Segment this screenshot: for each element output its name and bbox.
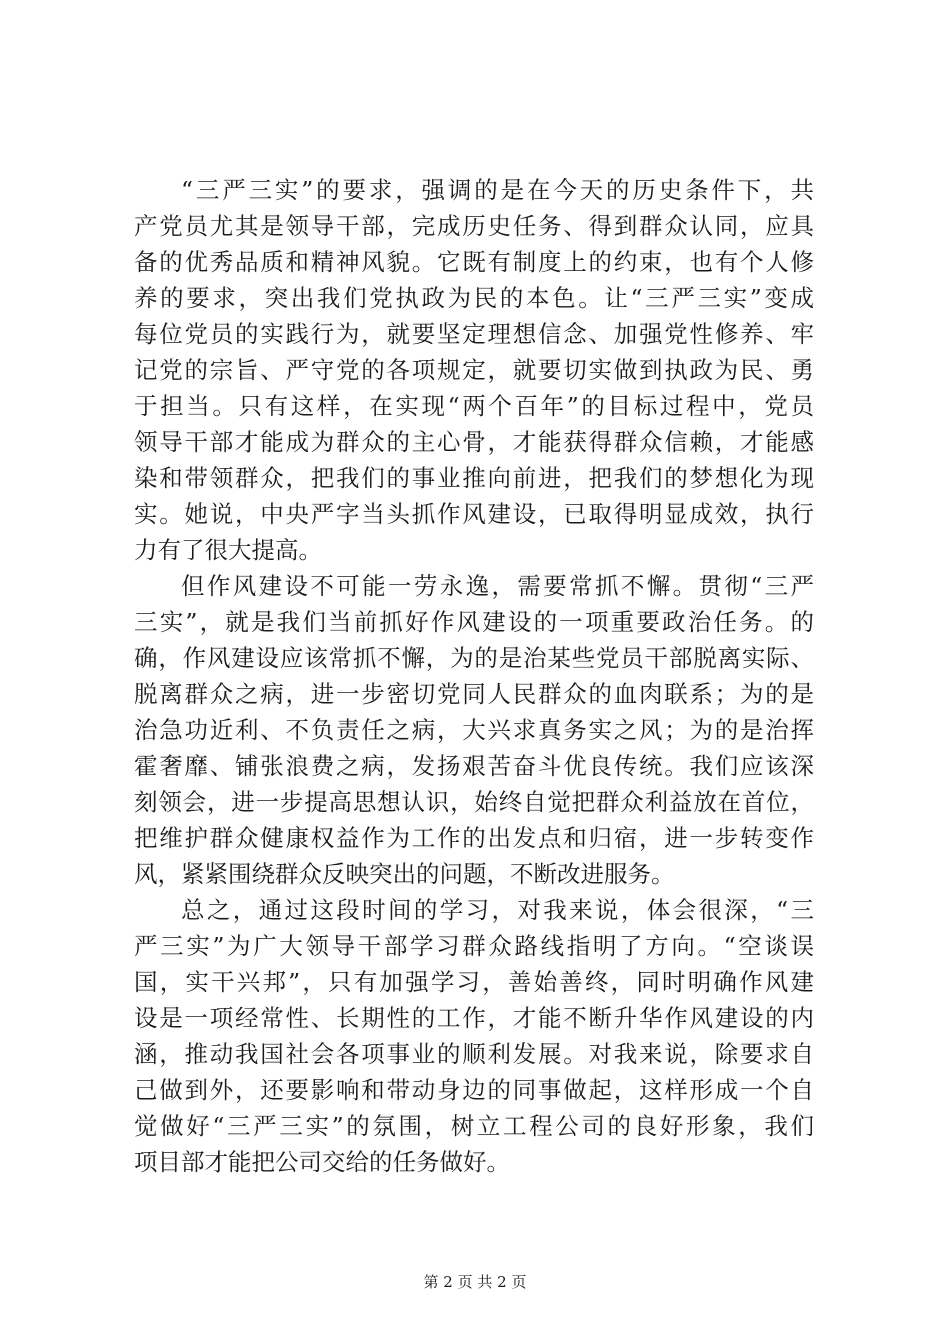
paragraph-1 [134, 172, 814, 568]
text-line: 设是一项经常性、长期性的工作，才能不断升华作风建设的内 [134, 1004, 814, 1032]
text-line: 项目部才能把公司交给的任务做好。 [134, 1148, 510, 1176]
text-line: 刻领会，进一步提高思想认识，始终自觉把群众利益放在首位， [134, 788, 814, 816]
text-line: 把维护群众健康权益作为工作的出发点和归宿，进一步转变作 [134, 824, 814, 852]
text-line: 记党的宗旨、严守党的各项规定，就要切实做到执政为民、勇 [134, 356, 814, 384]
text-line: 备的优秀品质和精神风貌。它既有制度上的约束，也有个人修 [134, 248, 814, 276]
text-line: 涵，推动我国社会各项事业的顺利发展。对我来说，除要求自 [134, 1040, 814, 1068]
text-line: 养的要求，突出我们党执政为民的本色。让“三严三实”变成 [134, 284, 814, 312]
paragraph-2 [134, 568, 814, 892]
text-line: 力有了很大提高。 [134, 536, 322, 564]
text-line: 三实”，就是我们当前抓好作风建设的一项重要政治任务。的 [134, 608, 814, 636]
text-line: 于担当。只有这样，在实现“两个百年”的目标过程中，党员 [134, 392, 814, 420]
paragraph-3 [134, 892, 814, 1180]
text-line: 觉做好“三严三实”的氛围，树立工程公司的良好形象，我们 [134, 1112, 814, 1140]
text-line: 己做到外，还要影响和带动身边的同事做起，这样形成一个自 [134, 1076, 814, 1104]
text-line: 霍奢靡、铺张浪费之病，发扬艰苦奋斗优良传统。我们应该深 [134, 752, 814, 780]
text-line: 脱离群众之病，进一步密切党同人民群众的血肉联系；为的是 [134, 680, 814, 708]
text-line: 风，紧紧围绕群众反映突出的问题，不断改进服务。 [134, 860, 675, 888]
text-line: 每位党员的实践行为，就要坚定理想信念、加强党性修养、牢 [134, 320, 814, 348]
text-line: 治急功近利、不负责任之病，大兴求真务实之风；为的是治挥 [134, 716, 814, 744]
text-line: 总之，通过这段时间的学习，对我来说，体会很深，“三 [181, 896, 814, 924]
document-body [134, 172, 814, 1180]
page-number-footer: 第 2 页 共 2 页 [423, 1273, 527, 1291]
text-line: 染和带领群众，把我们的事业推向前进，把我们的梦想化为现 [134, 464, 814, 492]
text-line: 但作风建设不可能一劳永逸，需要常抓不懈。贯彻“三严 [181, 572, 814, 600]
text-line: 实。她说，中央严字当头抓作风建设，已取得明显成效，执行 [134, 500, 814, 528]
text-line: 国，实干兴邦”，只有加强学习，善始善终，同时明确作风建 [134, 968, 814, 996]
text-line: “三严三实”的要求，强调的是在今天的历史条件下，共 [181, 176, 814, 204]
text-line: 领导干部才能成为群众的主心骨，才能获得群众信赖，才能感 [134, 428, 814, 456]
text-line: 产党员尤其是领导干部，完成历史任务、得到群众认同，应具 [134, 212, 814, 240]
text-line: 确，作风建设应该常抓不懈，为的是治某些党员干部脱离实际、 [134, 644, 814, 672]
text-line: 严三实”为广大领导干部学习群众路线指明了方向。“空谈误 [134, 932, 814, 960]
